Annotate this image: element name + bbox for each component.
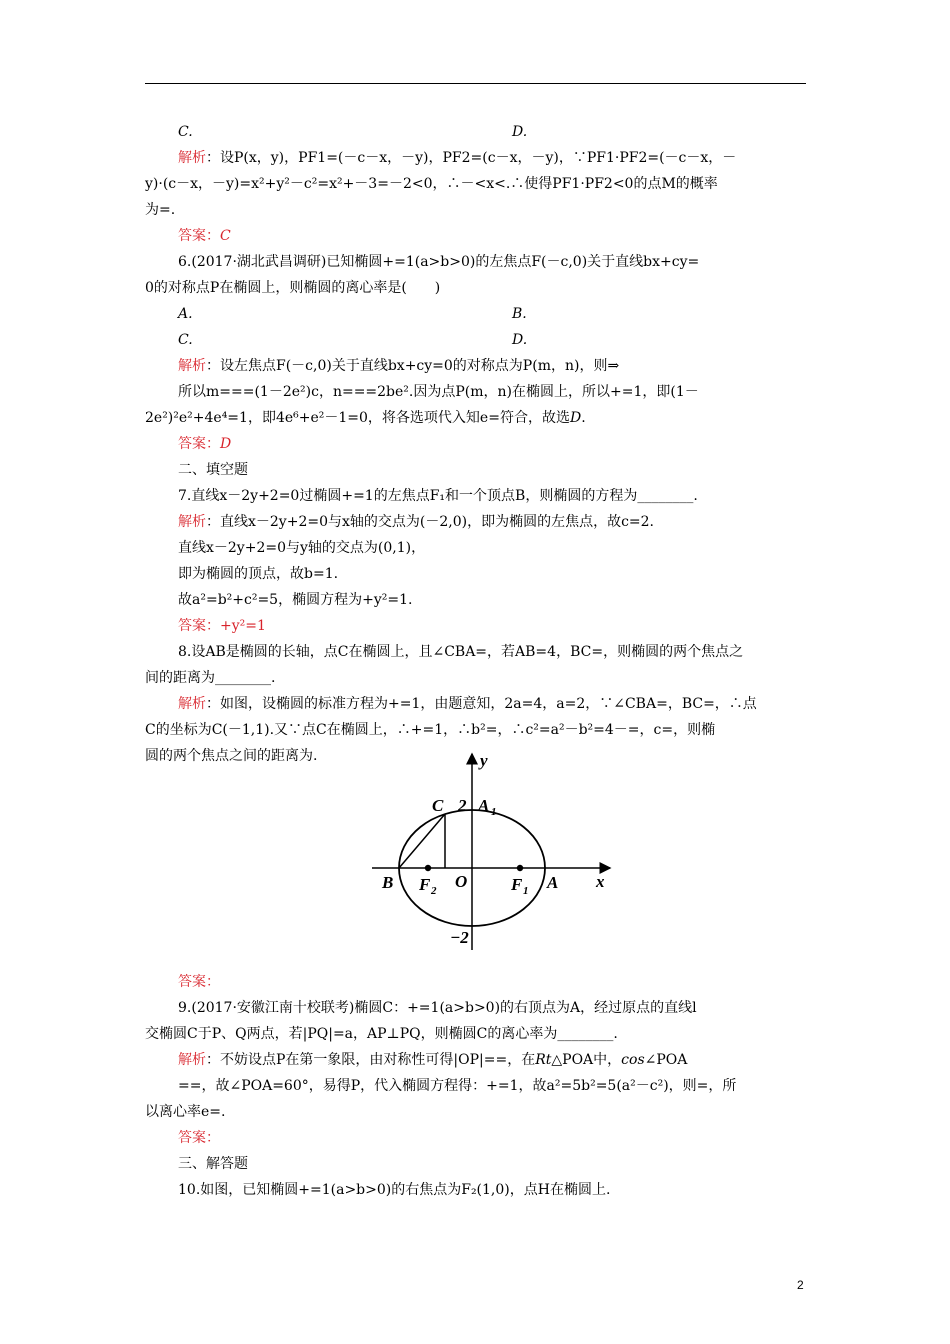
text-line	[178, 616, 266, 636]
text-run: 0的对称点P在椭圆上，则椭圆的离心率是( )	[145, 280, 441, 296]
text-line	[145, 200, 175, 220]
text-line	[178, 694, 757, 714]
answer-label: C	[220, 228, 231, 244]
text-line	[145, 1024, 618, 1044]
answer-label: 解析	[178, 358, 206, 374]
text-run: 故a²=b²+c²=5，椭圆方程为+y²=1.	[178, 592, 413, 608]
text-run: ：如图，设椭圆的标准方程为+=1，由题意知，2a=4，a=2，∵∠CBA=，BC=，∴点	[206, 696, 757, 712]
label-y: y	[480, 751, 488, 770]
text-line	[178, 382, 699, 402]
text-run: 所以m===(1－2e²)c，n===2be².因为点P(m，n)在椭圆上，所以+=1，即(1－	[178, 384, 699, 400]
text-line	[145, 174, 718, 194]
ellipse-figure	[360, 750, 615, 955]
text-run: C.	[178, 332, 193, 348]
text-line	[178, 512, 654, 532]
text-line	[145, 720, 715, 740]
text-run: 圆的两个焦点之间的距离为.	[145, 748, 318, 764]
text-line	[178, 1128, 220, 1148]
text-line	[178, 590, 412, 610]
text-run: 交椭圆C于P、Q两点，若|PQ|=a，AP⊥PQ，则椭圆C的离心率为________.	[145, 1026, 618, 1042]
text-run: 二、填空题	[178, 462, 248, 478]
text-line	[178, 972, 220, 992]
text-line	[178, 1050, 687, 1070]
text-run: ：不妨设点P在第一象限，由对称性可得|OP|==，在	[206, 1052, 536, 1068]
text-line	[145, 746, 317, 766]
text-run: C.	[178, 124, 193, 140]
label-C: C	[432, 796, 444, 815]
text-run: ：直线x－2y+2=0与x轴的交点为(－2,0)，即为椭圆的左焦点，故c=2.	[206, 514, 654, 530]
text-line	[145, 278, 440, 298]
text-run: .	[581, 410, 586, 426]
text-line	[178, 460, 248, 480]
option-label: D.	[512, 332, 528, 348]
text-run: 三、解答题	[178, 1156, 248, 1172]
answer-label: +y²=1	[220, 618, 266, 634]
text-line	[178, 538, 425, 558]
text-run: 9.(2017·安徽江南十校联考)椭圆C：+=1(a>b>0)的右顶点为A，经过原点的直线l	[178, 1000, 697, 1016]
text-line	[145, 668, 275, 688]
text-run: 为=.	[145, 202, 176, 218]
option-label: D.	[512, 124, 528, 140]
text-run: y)·(c－x，－y)=x²+y²－c²=x²+－3=－2<0，∴－<x<.∴使得PF1·PF2<0的点M的概率	[145, 176, 718, 192]
label-F2: F	[419, 875, 431, 894]
text-run: 即为椭圆的顶点，故b=1.	[178, 566, 339, 582]
answer-label: 解析	[178, 514, 206, 530]
text-line	[178, 1076, 736, 1096]
focus-F1-point	[517, 865, 523, 871]
text-run: 间的距离为________.	[145, 670, 276, 686]
text-line	[145, 408, 586, 428]
text-line	[178, 148, 736, 168]
text-run: 6.(2017·湖北武昌调研)已知椭圆+=1(a>b>0)的左焦点F(－c,0)关于直线bx+cy=	[178, 254, 700, 270]
answer-label: 解析	[178, 1052, 206, 1068]
text-line	[178, 356, 619, 376]
text-line	[178, 564, 338, 584]
text-line	[178, 434, 231, 454]
answer-label: 答案：	[178, 618, 220, 634]
text-run: C的坐标为C(－1,1).又∵点C在椭圆上，∴+=1，∴b²=，∴c²=a²－b²=4－=，c=，则椭	[145, 722, 716, 738]
answer-label: 答案：	[178, 436, 220, 452]
text-run: 直线x－2y+2=0与y轴的交点为(0,1)，	[178, 540, 426, 556]
text-run: ∠POA	[644, 1052, 688, 1068]
text-line	[178, 226, 231, 246]
text-line	[178, 1180, 610, 1200]
text-run: 7.直线x－2y+2=0过椭圆+=1的左焦点F₁和一个顶点B，则椭圆的方程为________.	[178, 488, 698, 504]
answer-label: 答案：	[178, 974, 220, 990]
text-line	[145, 1102, 225, 1122]
label-F2-sub: 2	[431, 885, 437, 897]
answer-label: 答案：	[178, 1130, 220, 1146]
segment-BC	[399, 814, 445, 868]
text-run: 以离心率e=.	[145, 1104, 226, 1120]
text-line	[178, 642, 743, 662]
label-O: O	[455, 872, 468, 891]
text-run: Rt	[535, 1052, 552, 1068]
text-run: 2e²)²e²+4e⁴=1，即4e⁶+e²－1=0，将各选项代入知e=符合，故选	[145, 410, 570, 426]
text-run: ：设左焦点F(－c,0)关于直线bx+cy=0的对称点为P(m，n)，则⇒	[206, 358, 620, 374]
text-line	[178, 330, 193, 350]
text-run: ：设P(x，y)，PF1=(－c－x，－y)，PF2=(c－x，－y)，∵PF1·PF2=(－c－x，－	[206, 150, 737, 166]
text-line	[178, 1154, 248, 1174]
text-line	[178, 304, 193, 324]
label-neg2: −2	[450, 928, 469, 947]
text-run: cos	[621, 1052, 645, 1068]
text-line	[178, 998, 697, 1018]
label-F1: F	[511, 875, 523, 894]
text-run: △POA中，	[551, 1052, 622, 1068]
answer-label: D	[220, 436, 232, 452]
header-rule	[145, 83, 806, 84]
label-F1-sub: 1	[523, 885, 529, 897]
label-A: A	[547, 873, 559, 892]
focus-F2-point	[425, 865, 431, 871]
page-number: 2	[797, 1278, 804, 1292]
text-line	[178, 486, 698, 506]
text-line	[178, 252, 699, 272]
answer-label: 答案：	[178, 228, 220, 244]
text-run: D	[569, 410, 582, 426]
label-A1: A	[478, 796, 490, 815]
text-run: A.	[178, 306, 193, 322]
label-B: B	[382, 873, 394, 892]
text-line	[178, 122, 193, 142]
text-run: 8.设AB是椭圆的长轴，点C在椭圆上，且∠CBA=，若AB=4，BC=，则椭圆的两个焦点之	[178, 644, 744, 660]
label-A1-sub: 1	[491, 806, 497, 818]
answer-label: 解析	[178, 150, 206, 166]
label-x: x	[596, 872, 605, 891]
answer-label: 解析	[178, 696, 206, 712]
label-2: 2	[458, 796, 467, 815]
option-label: B.	[512, 306, 527, 322]
text-run: 10.如图，已知椭圆+=1(a>b>0)的右焦点为F₂(1,0)，点H在椭圆上.	[178, 1182, 611, 1198]
text-run: ==，故∠POA=60°，易得P，代入椭圆方程得：+=1，故a²=5b²=5(a²－c²)，则=，所	[178, 1078, 737, 1094]
